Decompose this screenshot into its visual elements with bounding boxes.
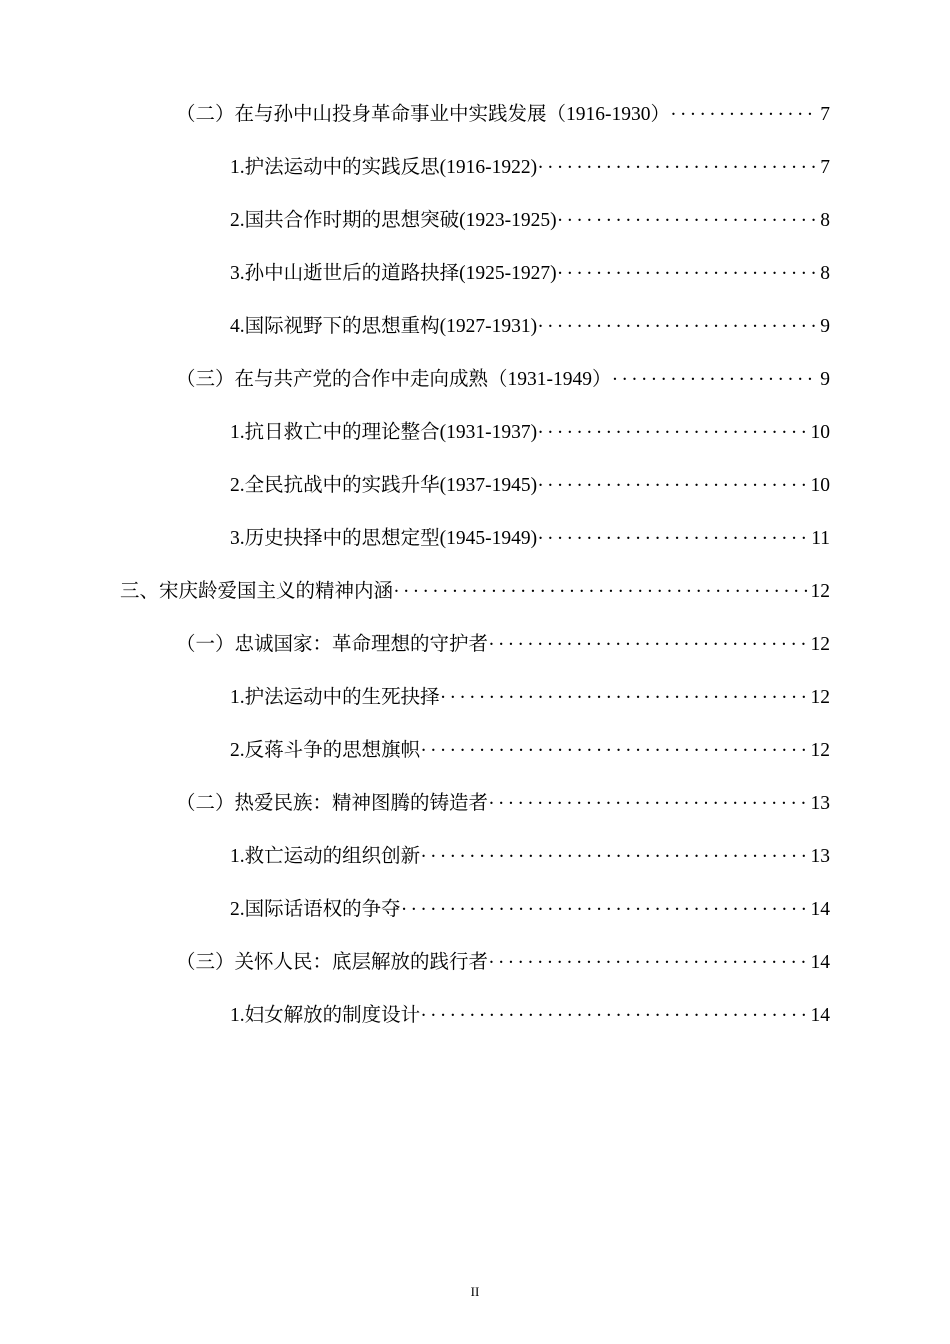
toc-leader-dots: [489, 948, 807, 968]
toc-entry[interactable]: [120, 789, 830, 813]
toc-leader-dots: [538, 418, 807, 438]
toc-entry-label: 2.国际话语权的争夺: [230, 898, 401, 920]
toc-entry-label: 2.全民抗战中的实践升华(1937-1945): [230, 474, 538, 496]
toc-entry[interactable]: [120, 524, 830, 548]
toc-entry-page-number: 14: [810, 898, 830, 920]
toc-leader-dots: [538, 471, 807, 491]
toc-entry[interactable]: [120, 471, 830, 495]
toc-entry-label: 4.国际视野下的思想重构(1927-1931): [230, 315, 538, 337]
toc-entry[interactable]: [120, 1001, 830, 1025]
toc-entry-page-number: 10: [810, 421, 830, 443]
toc-entry-page-number: 8: [820, 262, 830, 284]
toc-leader-dots: [441, 683, 808, 703]
toc-entry[interactable]: [120, 736, 830, 760]
toc-entry[interactable]: [120, 365, 830, 389]
toc-entry-label: 三、宋庆龄爱国主义的精神内涵: [120, 580, 394, 602]
toc-entry[interactable]: [120, 259, 830, 283]
toc-entry-page-number: 8: [820, 209, 830, 231]
toc-entry-page-number: 13: [810, 792, 830, 814]
toc-entry-label: 2.反蒋斗争的思想旗帜: [230, 739, 421, 761]
toc-entry-label: 2.国共合作时期的思想突破(1923-1925): [230, 209, 557, 231]
toc-leader-dots: [489, 630, 807, 650]
toc-leader-dots: [394, 577, 807, 597]
toc-entry-page-number: 14: [810, 951, 830, 973]
toc-entry[interactable]: [120, 842, 830, 866]
toc-entry-page-number: 10: [810, 474, 830, 496]
toc-entry[interactable]: [120, 206, 830, 230]
toc-entry-label: （一）忠诚国家：革命理想的守护者: [176, 633, 489, 655]
toc-entry-page-number: 9: [820, 368, 830, 390]
toc-leader-dots: [489, 789, 807, 809]
toc-entry-page-number: 13: [810, 845, 830, 867]
toc-entry[interactable]: [120, 948, 830, 972]
toc-entry-label: （三）关怀人民：底层解放的践行者: [176, 951, 489, 973]
toc-entry-label: 1.护法运动中的实践反思(1916-1922): [230, 156, 538, 178]
toc-leader-dots: [421, 736, 807, 756]
toc-leader-dots: [421, 842, 807, 862]
toc-entry-label: 1.妇女解放的制度设计: [230, 1004, 421, 1026]
toc-entry-label: 1.护法运动中的生死抉择: [230, 686, 440, 708]
toc-entry-page-number: 11: [811, 527, 830, 549]
toc-entry[interactable]: [120, 418, 830, 442]
toc-entry-label: 1.抗日救亡中的理论整合(1931-1937): [230, 421, 538, 443]
toc-entry[interactable]: [120, 312, 830, 336]
toc-entry[interactable]: [120, 683, 830, 707]
toc-entry-page-number: 7: [820, 156, 830, 178]
toc-entry-label: 1.救亡运动的组织创新: [230, 845, 421, 867]
toc-entry-page-number: 9: [820, 315, 830, 337]
toc-entry-page-number: 12: [810, 739, 830, 761]
toc-entry-label: 3.历史抉择中的思想定型(1945-1949): [230, 527, 538, 549]
toc-entry-page-number: 7: [820, 103, 830, 125]
table-of-contents: [120, 100, 830, 1025]
toc-leader-dots: [671, 100, 817, 120]
toc-entry-page-number: 12: [810, 633, 830, 655]
toc-entry[interactable]: [120, 577, 830, 601]
toc-entry-label: （三）在与共产党的合作中走向成熟（1931-1949）: [176, 368, 612, 390]
toc-leader-dots: [538, 312, 817, 332]
toc-entry-label: （二）热爱民族：精神图腾的铸造者: [176, 792, 489, 814]
toc-leader-dots: [402, 895, 808, 915]
toc-entry-label: （二）在与孙中山投身革命事业中实践发展（1916-1930）: [176, 103, 670, 125]
toc-entry-page-number: 12: [810, 686, 830, 708]
toc-entry[interactable]: [120, 100, 830, 124]
toc-leader-dots: [613, 365, 818, 385]
toc-leader-dots: [538, 153, 817, 173]
page-number-footer: II: [470, 1284, 480, 1299]
toc-entry-label: 3.孙中山逝世后的道路抉择(1925-1927): [230, 262, 557, 284]
toc-entry[interactable]: [120, 153, 830, 177]
toc-leader-dots: [538, 524, 808, 544]
toc-leader-dots: [558, 206, 818, 226]
toc-entry[interactable]: [120, 630, 830, 654]
toc-entry-page-number: 14: [810, 1004, 830, 1026]
toc-leader-dots: [421, 1001, 807, 1021]
toc-entry[interactable]: [120, 895, 830, 919]
toc-leader-dots: [558, 259, 818, 279]
toc-entry-page-number: 12: [810, 580, 830, 602]
